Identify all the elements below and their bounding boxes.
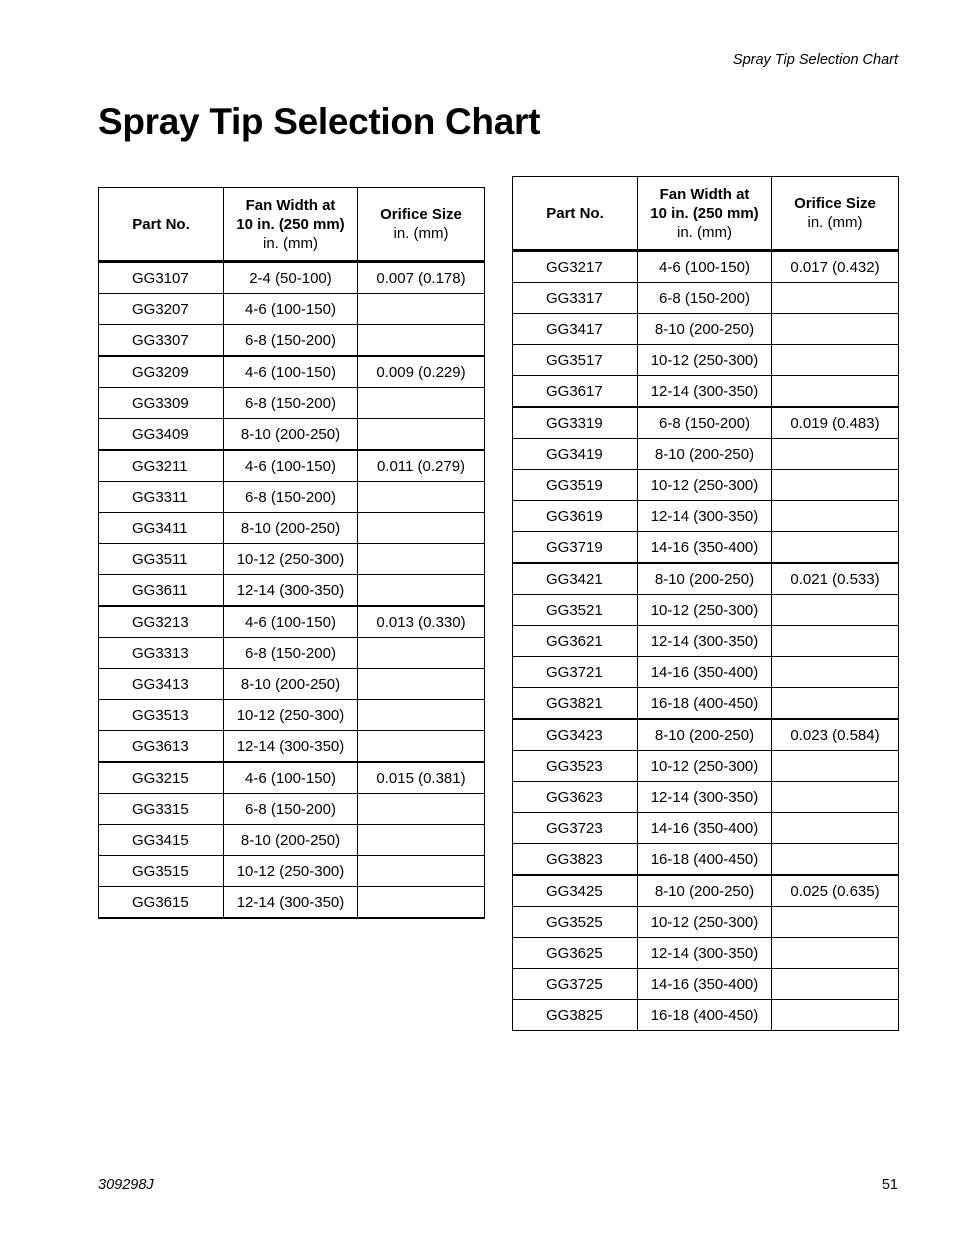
column-header-fan-width	[224, 188, 358, 262]
part-number-cell: GG3313	[99, 638, 224, 669]
column-header-part-no	[99, 188, 224, 262]
fan-width-label-line1: Fan Width at	[245, 196, 336, 214]
orifice-size-cell	[358, 513, 485, 544]
orifice-size-cell	[772, 595, 899, 626]
part-number-cell: GG3217	[513, 251, 638, 283]
fan-width-cell: 4-6 (100-150)	[224, 606, 358, 638]
table-row	[99, 669, 485, 700]
fan-width-cell: 4-6 (100-150)	[638, 251, 772, 283]
fan-width-cell: 4-6 (100-150)	[224, 356, 358, 388]
fan-width-cell: 6-8 (150-200)	[224, 638, 358, 669]
fan-width-cell: 2-4 (50-100)	[224, 262, 358, 294]
table-row	[513, 314, 899, 345]
table-body	[99, 262, 485, 919]
part-number-cell: GG3521	[513, 595, 638, 626]
part-number-cell: GG3215	[99, 762, 224, 794]
table-row	[99, 450, 485, 482]
orifice-size-cell	[358, 325, 485, 357]
table-body	[513, 251, 899, 1031]
column-header-orifice-size	[358, 188, 485, 262]
part-number-cell: GG3623	[513, 782, 638, 813]
part-number-cell: GG3307	[99, 325, 224, 357]
table-row	[99, 388, 485, 419]
fan-width-cell: 14-16 (350-400)	[638, 813, 772, 844]
fan-width-cell: 16-18 (400-450)	[638, 688, 772, 720]
fan-width-cell: 8-10 (200-250)	[224, 419, 358, 451]
table-row	[99, 356, 485, 388]
fan-width-cell: 6-8 (150-200)	[224, 388, 358, 419]
orifice-size-cell: 0.025 (0.635)	[772, 875, 899, 907]
fan-width-cell: 10-12 (250-300)	[224, 544, 358, 575]
column-header-orifice-size	[772, 177, 899, 251]
orifice-size-cell	[772, 907, 899, 938]
orifice-size-cell	[772, 938, 899, 969]
table-row	[513, 251, 899, 283]
part-number-cell: GG3823	[513, 844, 638, 876]
table-row	[513, 283, 899, 314]
orifice-size-cell	[772, 283, 899, 314]
fan-width-cell: 4-6 (100-150)	[224, 294, 358, 325]
fan-width-cell: 12-14 (300-350)	[638, 782, 772, 813]
table-row	[513, 407, 899, 439]
part-number-cell: GG3409	[99, 419, 224, 451]
page-number: 51	[881, 1177, 898, 1193]
orifice-size-cell	[772, 376, 899, 408]
table-row	[513, 595, 899, 626]
table-row	[513, 907, 899, 938]
orifice-size-cell	[772, 345, 899, 376]
orifice-size-cell: 0.009 (0.229)	[358, 356, 485, 388]
table-row	[513, 439, 899, 470]
orifice-size-cell	[358, 575, 485, 607]
orifice-size-cell	[772, 813, 899, 844]
fan-width-cell: 8-10 (200-250)	[224, 669, 358, 700]
part-number-cell: GG3625	[513, 938, 638, 969]
document-id: 309298J	[98, 1177, 154, 1193]
fan-width-unit: in. (mm)	[263, 234, 318, 252]
fan-width-cell: 6-8 (150-200)	[224, 794, 358, 825]
table-row	[99, 575, 485, 607]
orifice-size-cell: 0.017 (0.432)	[772, 251, 899, 283]
orifice-size-cell	[358, 294, 485, 325]
column-header-part-label: Part No.	[546, 204, 604, 222]
part-number-cell: GG3317	[513, 283, 638, 314]
orifice-size-cell	[358, 825, 485, 856]
page-title: Spray Tip Selection Chart	[98, 101, 541, 142]
table-row	[513, 688, 899, 720]
orifice-size-unit: in. (mm)	[807, 214, 863, 231]
fan-width-label-line1: Fan Width at	[659, 185, 750, 203]
fan-width-cell: 6-8 (150-200)	[638, 283, 772, 314]
part-number-cell: GG3211	[99, 450, 224, 482]
part-number-cell: GG3425	[513, 875, 638, 907]
table-row	[513, 813, 899, 844]
part-number-cell: GG3821	[513, 688, 638, 720]
part-number-cell: GG3511	[99, 544, 224, 575]
orifice-size-cell: 0.013 (0.330)	[358, 606, 485, 638]
orifice-size-cell	[358, 482, 485, 513]
part-number-cell: GG3415	[99, 825, 224, 856]
fan-width-cell: 6-8 (150-200)	[224, 482, 358, 513]
part-number-cell: GG3319	[513, 407, 638, 439]
part-number-cell: GG3421	[513, 563, 638, 595]
table-row	[99, 638, 485, 669]
fan-width-cell: 12-14 (300-350)	[638, 501, 772, 532]
fan-width-cell: 8-10 (200-250)	[638, 875, 772, 907]
orifice-size-cell	[772, 470, 899, 501]
orifice-size-cell	[772, 626, 899, 657]
fan-width-cell: 12-14 (300-350)	[638, 938, 772, 969]
part-number-cell: GG3315	[99, 794, 224, 825]
part-number-cell: GG3423	[513, 719, 638, 751]
orifice-size-cell	[358, 388, 485, 419]
column-header-part-label: Part No.	[132, 215, 190, 233]
table-row	[513, 345, 899, 376]
fan-width-cell: 8-10 (200-250)	[224, 513, 358, 544]
fan-width-label-line2: 10 in. (250 mm)	[650, 204, 759, 222]
part-number-cell: GG3207	[99, 294, 224, 325]
table-row	[99, 513, 485, 544]
table-row	[513, 782, 899, 813]
orifice-size-cell: 0.011 (0.279)	[358, 450, 485, 482]
part-number-cell: GG3525	[513, 907, 638, 938]
orifice-size-cell	[358, 544, 485, 575]
orifice-size-cell: 0.015 (0.381)	[358, 762, 485, 794]
orifice-size-cell	[358, 419, 485, 451]
table-row	[513, 719, 899, 751]
table-row	[513, 563, 899, 595]
orifice-size-cell	[772, 314, 899, 345]
table-row	[99, 544, 485, 575]
fan-width-cell: 8-10 (200-250)	[638, 563, 772, 595]
orifice-size-cell: 0.023 (0.584)	[772, 719, 899, 751]
fan-width-cell: 16-18 (400-450)	[638, 1000, 772, 1031]
orifice-size-unit: in. (mm)	[393, 225, 449, 242]
fan-width-cell: 12-14 (300-350)	[224, 887, 358, 919]
part-number-cell: GG3523	[513, 751, 638, 782]
table-row	[99, 700, 485, 731]
orifice-size-cell: 0.007 (0.178)	[358, 262, 485, 294]
fan-width-unit: in. (mm)	[677, 223, 732, 241]
orifice-size-cell	[358, 856, 485, 887]
table-row	[513, 626, 899, 657]
table-row	[99, 825, 485, 856]
fan-width-cell: 14-16 (350-400)	[638, 657, 772, 688]
part-number-cell: GG3513	[99, 700, 224, 731]
fan-width-label-line2: 10 in. (250 mm)	[236, 215, 345, 233]
part-number-cell: GG3213	[99, 606, 224, 638]
table-row	[513, 532, 899, 564]
table-row	[99, 419, 485, 451]
table-row	[99, 606, 485, 638]
fan-width-cell: 12-14 (300-350)	[224, 575, 358, 607]
orifice-size-cell	[358, 731, 485, 763]
part-number-cell: GG3613	[99, 731, 224, 763]
orifice-size-cell	[358, 794, 485, 825]
spray-tip-table-right	[512, 176, 899, 1031]
orifice-size-cell	[772, 439, 899, 470]
part-number-cell: GG3311	[99, 482, 224, 513]
fan-width-cell: 6-8 (150-200)	[224, 325, 358, 357]
orifice-size-cell	[772, 688, 899, 720]
orifice-size-cell: 0.021 (0.533)	[772, 563, 899, 595]
column-header-fan-width	[638, 177, 772, 251]
orifice-size-cell: 0.019 (0.483)	[772, 407, 899, 439]
spray-tip-table-left	[98, 187, 485, 919]
table-row	[99, 856, 485, 887]
table-row	[513, 875, 899, 907]
part-number-cell: GG3419	[513, 439, 638, 470]
fan-width-cell: 6-8 (150-200)	[638, 407, 772, 439]
fan-width-cell: 10-12 (250-300)	[638, 345, 772, 376]
part-number-cell: GG3615	[99, 887, 224, 919]
table-row	[99, 294, 485, 325]
orifice-size-cell	[772, 657, 899, 688]
table-row	[513, 938, 899, 969]
orifice-size-cell	[772, 751, 899, 782]
fan-width-cell: 10-12 (250-300)	[638, 751, 772, 782]
fan-width-cell: 8-10 (200-250)	[638, 719, 772, 751]
fan-width-cell: 8-10 (200-250)	[638, 439, 772, 470]
orifice-size-cell	[772, 532, 899, 564]
fan-width-cell: 8-10 (200-250)	[224, 825, 358, 856]
fan-width-cell: 8-10 (200-250)	[638, 314, 772, 345]
orifice-size-cell	[358, 887, 485, 919]
part-number-cell: GG3309	[99, 388, 224, 419]
table-row	[99, 887, 485, 919]
orifice-size-cell	[772, 1000, 899, 1031]
table-row	[513, 844, 899, 876]
table-row	[99, 762, 485, 794]
table-row	[513, 969, 899, 1000]
part-number-cell: GG3721	[513, 657, 638, 688]
fan-width-cell: 10-12 (250-300)	[224, 700, 358, 731]
part-number-cell: GG3519	[513, 470, 638, 501]
part-number-cell: GG3825	[513, 1000, 638, 1031]
table-row	[99, 325, 485, 357]
orifice-size-cell	[358, 700, 485, 731]
table-row	[99, 482, 485, 513]
part-number-cell: GG3611	[99, 575, 224, 607]
fan-width-cell: 10-12 (250-300)	[638, 595, 772, 626]
table-header	[99, 188, 485, 262]
fan-width-cell: 12-14 (300-350)	[638, 626, 772, 657]
fan-width-cell: 10-12 (250-300)	[638, 907, 772, 938]
fan-width-cell: 4-6 (100-150)	[224, 762, 358, 794]
fan-width-cell: 10-12 (250-300)	[224, 856, 358, 887]
part-number-cell: GG3413	[99, 669, 224, 700]
part-number-cell: GG3617	[513, 376, 638, 408]
table-row	[513, 1000, 899, 1031]
table-header	[513, 177, 899, 251]
table-row	[513, 376, 899, 408]
part-number-cell: GG3209	[99, 356, 224, 388]
running-header: Spray Tip Selection Chart	[732, 52, 898, 68]
fan-width-cell: 14-16 (350-400)	[638, 969, 772, 1000]
part-number-cell: GG3719	[513, 532, 638, 564]
table-row	[513, 501, 899, 532]
part-number-cell: GG3621	[513, 626, 638, 657]
orifice-size-cell	[358, 669, 485, 700]
table-row	[513, 751, 899, 782]
fan-width-cell: 10-12 (250-300)	[638, 470, 772, 501]
orifice-size-label: Orifice Size	[794, 195, 876, 212]
part-number-cell: GG3725	[513, 969, 638, 1000]
table-row	[99, 794, 485, 825]
part-number-cell: GG3107	[99, 262, 224, 294]
orifice-size-cell	[772, 501, 899, 532]
part-number-cell: GG3515	[99, 856, 224, 887]
fan-width-cell: 16-18 (400-450)	[638, 844, 772, 876]
orifice-size-label: Orifice Size	[380, 206, 462, 223]
orifice-size-cell	[358, 638, 485, 669]
part-number-cell: GG3417	[513, 314, 638, 345]
part-number-cell: GG3723	[513, 813, 638, 844]
table-row	[99, 262, 485, 294]
orifice-size-cell	[772, 969, 899, 1000]
part-number-cell: GG3411	[99, 513, 224, 544]
table-row	[513, 470, 899, 501]
column-header-part-no	[513, 177, 638, 251]
orifice-size-cell	[772, 782, 899, 813]
fan-width-cell: 14-16 (350-400)	[638, 532, 772, 564]
fan-width-cell: 12-14 (300-350)	[638, 376, 772, 408]
table-row	[513, 657, 899, 688]
table-row	[99, 731, 485, 763]
part-number-cell: GG3619	[513, 501, 638, 532]
fan-width-cell: 4-6 (100-150)	[224, 450, 358, 482]
orifice-size-cell	[772, 844, 899, 876]
fan-width-cell: 12-14 (300-350)	[224, 731, 358, 763]
part-number-cell: GG3517	[513, 345, 638, 376]
